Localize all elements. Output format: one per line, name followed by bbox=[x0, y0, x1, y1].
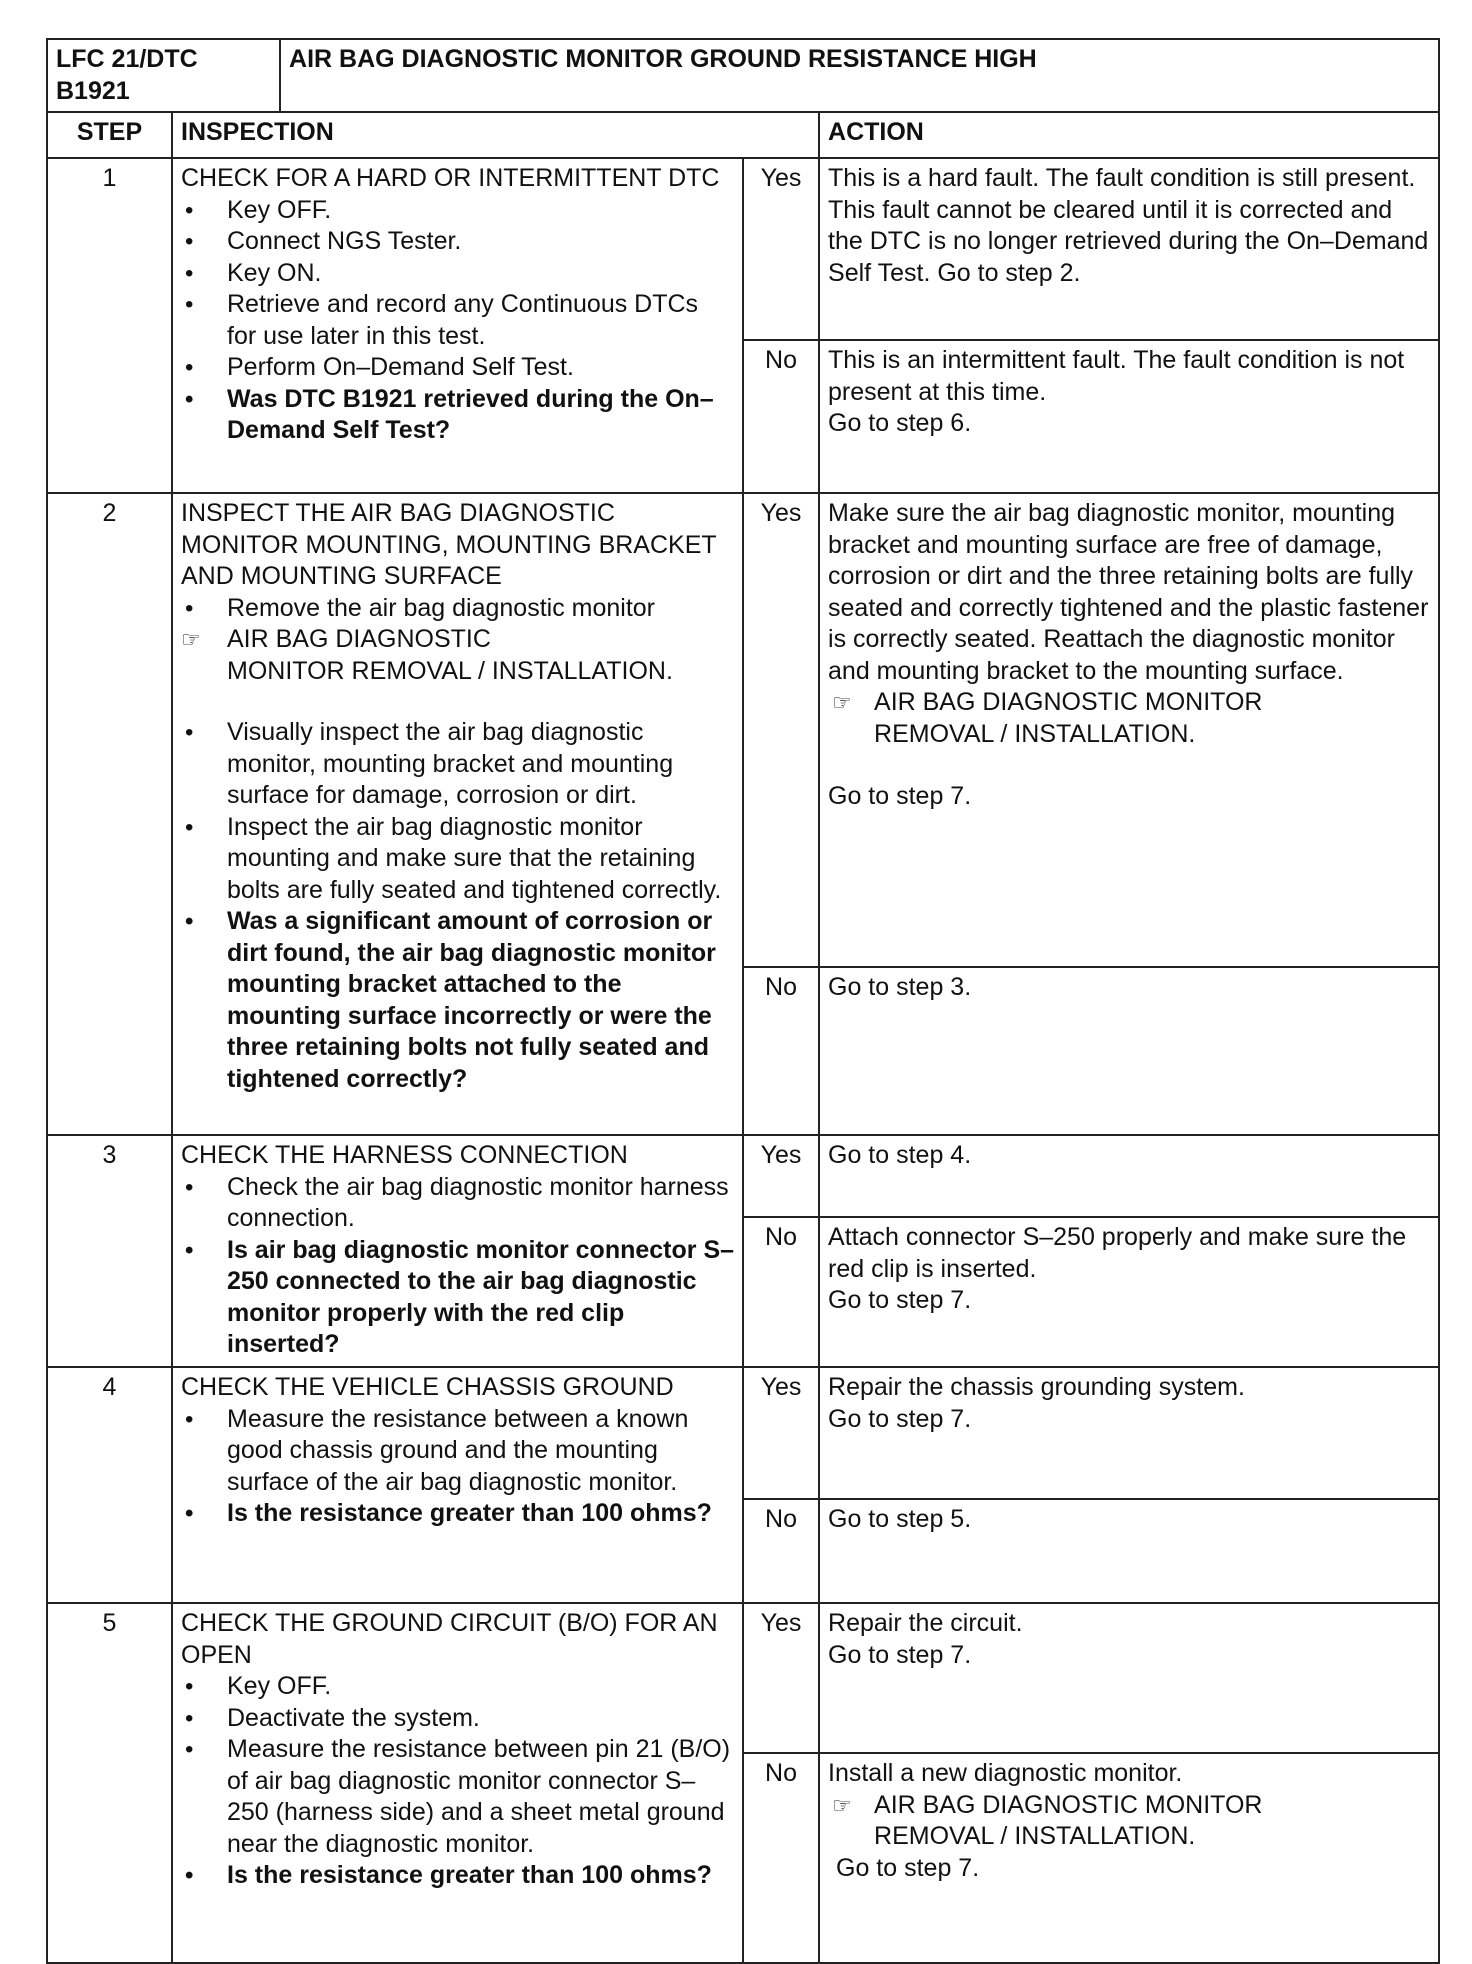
list-item: • Key OFF. bbox=[181, 1671, 734, 1703]
step-title: CHECK THE VEHICLE CHASSIS GROUND bbox=[181, 1373, 674, 1401]
step-title: CHECK FOR A HARD OR INTERMITTENT DTC bbox=[181, 164, 720, 192]
list-item: • Retrieve and record any Continuous DTCs for use later in this test. bbox=[181, 289, 734, 352]
no-action: Go to step 5. bbox=[819, 1499, 1439, 1603]
action-text: Install a new diagnostic monitor. bbox=[828, 1759, 1183, 1787]
action-text: This is an intermittent fault. The fault condition is not present at this time. bbox=[828, 346, 1405, 406]
reference-text: REMOVAL / INSTALLATION. bbox=[874, 1822, 1196, 1850]
step-number: 2 bbox=[47, 493, 172, 1135]
action-text: Repair the circuit. bbox=[828, 1609, 1023, 1637]
step-title: CHECK THE GROUND CIRCUIT (B/O) FOR AN OPEN bbox=[181, 1609, 718, 1669]
reference-text: MONITOR REMOVAL / INSTALLATION. bbox=[227, 656, 673, 685]
step-1-yes-row bbox=[47, 158, 1439, 340]
step-2-yes-row bbox=[47, 493, 1439, 967]
step-2-items bbox=[181, 593, 734, 1096]
step-number: 3 bbox=[47, 1135, 172, 1367]
reference-item bbox=[828, 1790, 1430, 1853]
no-label: No bbox=[743, 340, 819, 493]
list-item: • Connect NGS Tester. bbox=[181, 226, 734, 258]
goto-text: Go to step 7. bbox=[836, 1853, 980, 1882]
goto-text: Go to step 6. bbox=[828, 409, 972, 437]
yes-label: Yes bbox=[743, 493, 819, 967]
pointing-hand-icon: ☞ bbox=[832, 690, 852, 715]
column-header-row bbox=[47, 112, 1439, 158]
step-4-inspection bbox=[172, 1367, 743, 1603]
no-action: Go to step 3. bbox=[819, 967, 1439, 1135]
reference-item bbox=[828, 687, 1430, 750]
reference-text: AIR BAG DIAGNOSTIC MONITOR bbox=[874, 688, 1263, 716]
yes-action: Go to step 4. bbox=[819, 1135, 1439, 1217]
step-3-yes-row bbox=[47, 1135, 1439, 1217]
step-5-yes-row bbox=[47, 1603, 1439, 1753]
pointing-hand-icon: ☞ bbox=[832, 1792, 852, 1818]
action-text: Make sure the air bag diagnostic monitor, mounting bracket and mounting surface are free of damage, corrosion or dirt and the three retaining bolts are fully seated and correctly tightened and the plastic fastener is correctly seated. Reattach the diagnostic monitor and mounting bracket to the mounting surface. bbox=[828, 499, 1429, 685]
step-4-items bbox=[181, 1404, 734, 1530]
step-title: CHECK THE HARNESS CONNECTION bbox=[181, 1141, 628, 1169]
yes-action bbox=[819, 493, 1439, 967]
no-label: No bbox=[743, 1499, 819, 1603]
list-item: • Check the air bag diagnostic monitor harness connection. bbox=[181, 1172, 734, 1235]
reference-text: AIR BAG DIAGNOSTIC MONITOR bbox=[874, 1790, 1263, 1819]
list-item: • Visually inspect the air bag diagnostic monitor, mounting bracket and mounting surface for damage, corrosion or dirt. bbox=[181, 717, 734, 812]
list-item: • Perform On–Demand Self Test. bbox=[181, 352, 734, 384]
column-inspection: INSPECTION bbox=[172, 112, 819, 158]
step-3-inspection bbox=[172, 1135, 743, 1367]
step-1-inspection bbox=[172, 158, 743, 493]
step-number: 4 bbox=[47, 1367, 172, 1603]
reference-item bbox=[181, 624, 734, 687]
step-question: • Is the resistance greater than 100 ohms? bbox=[181, 1498, 734, 1530]
no-label: No bbox=[743, 1217, 819, 1367]
step-question: • Is air bag diagnostic monitor connector S–250 connected to the air bag diagnostic monitor properly with the red clip inserted? bbox=[181, 1235, 734, 1361]
list-item: • Inspect the air bag diagnostic monitor mounting and make sure that the retaining bolts are fully seated and tightened correctly. bbox=[181, 812, 734, 907]
yes-action: This is a hard fault. The fault condition is still present. This fault cannot be cleared until it is corrected and the DTC is no longer retrieved during the On–Demand Self Test. Go to step 2. bbox=[819, 158, 1439, 340]
column-action: ACTION bbox=[819, 112, 1439, 158]
step-5-inspection bbox=[172, 1603, 743, 1963]
list-item: • Deactivate the system. bbox=[181, 1703, 734, 1735]
list-item: • Measure the resistance between pin 21 (B/O) of air bag diagnostic monitor connector S–250 (harness side) and a sheet metal ground near the diagnostic monitor. bbox=[181, 1734, 734, 1860]
column-step: STEP bbox=[47, 112, 172, 158]
step-title: INSPECT THE AIR BAG DIAGNOSTIC MONITOR MOUNTING, MOUNTING BRACKET AND MOUNTING SURFACE bbox=[181, 499, 717, 590]
page-title: AIR BAG DIAGNOSTIC MONITOR GROUND RESISTANCE HIGH bbox=[280, 39, 1439, 112]
no-action bbox=[819, 340, 1439, 493]
step-question: • Was a significant amount of corrosion or dirt found, the air bag diagnostic monitor mounting bracket attached to the mounting surface incorrectly or were the three retaining bolts not fully seated and tightened correctly? bbox=[181, 906, 734, 1095]
goto-text: Go to step 7. bbox=[828, 782, 972, 810]
no-label: No bbox=[743, 1753, 819, 1963]
yes-action bbox=[819, 1367, 1439, 1499]
list-item: • Measure the resistance between a known good chassis ground and the mounting surface of the air bag diagnostic monitor. bbox=[181, 1404, 734, 1499]
yes-label: Yes bbox=[743, 1367, 819, 1499]
list-item: • Remove the air bag diagnostic monitor bbox=[181, 593, 734, 625]
dtc-code: LFC 21/DTC B1921 bbox=[47, 39, 280, 112]
yes-label: Yes bbox=[743, 158, 819, 340]
step-1-items bbox=[181, 195, 734, 447]
goto-text: Go to step 7. bbox=[828, 1404, 972, 1433]
step-4-yes-row bbox=[47, 1367, 1439, 1499]
yes-action bbox=[819, 1603, 1439, 1753]
step-question: • Was DTC B1921 retrieved during the On–Demand Self Test? bbox=[181, 384, 734, 447]
title-row bbox=[47, 39, 1439, 112]
diagnostic-table bbox=[46, 38, 1440, 1964]
no-label: No bbox=[743, 967, 819, 1135]
reference-text: AIR BAG DIAGNOSTIC bbox=[227, 625, 491, 653]
yes-label: Yes bbox=[743, 1135, 819, 1217]
list-item: • Key OFF. bbox=[181, 195, 734, 227]
list-item: • Key ON. bbox=[181, 258, 734, 290]
no-action bbox=[819, 1217, 1439, 1367]
step-2-inspection bbox=[172, 493, 743, 1135]
diagnostic-page bbox=[46, 38, 1438, 1931]
step-number: 5 bbox=[47, 1603, 172, 1963]
goto-text: Go to step 7. bbox=[828, 1286, 972, 1314]
step-5-items bbox=[181, 1671, 734, 1892]
action-text: Repair the chassis grounding system. bbox=[828, 1373, 1245, 1401]
yes-label: Yes bbox=[743, 1603, 819, 1753]
step-question: • Is the resistance greater than 100 ohms? bbox=[181, 1860, 734, 1892]
step-number: 1 bbox=[47, 158, 172, 493]
action-text: Attach connector S–250 properly and make sure the red clip is inserted. bbox=[828, 1223, 1407, 1283]
goto-text: Go to step 7. bbox=[828, 1640, 972, 1669]
no-action bbox=[819, 1753, 1439, 1963]
reference-text: REMOVAL / INSTALLATION. bbox=[874, 719, 1196, 748]
step-3-items bbox=[181, 1172, 734, 1361]
